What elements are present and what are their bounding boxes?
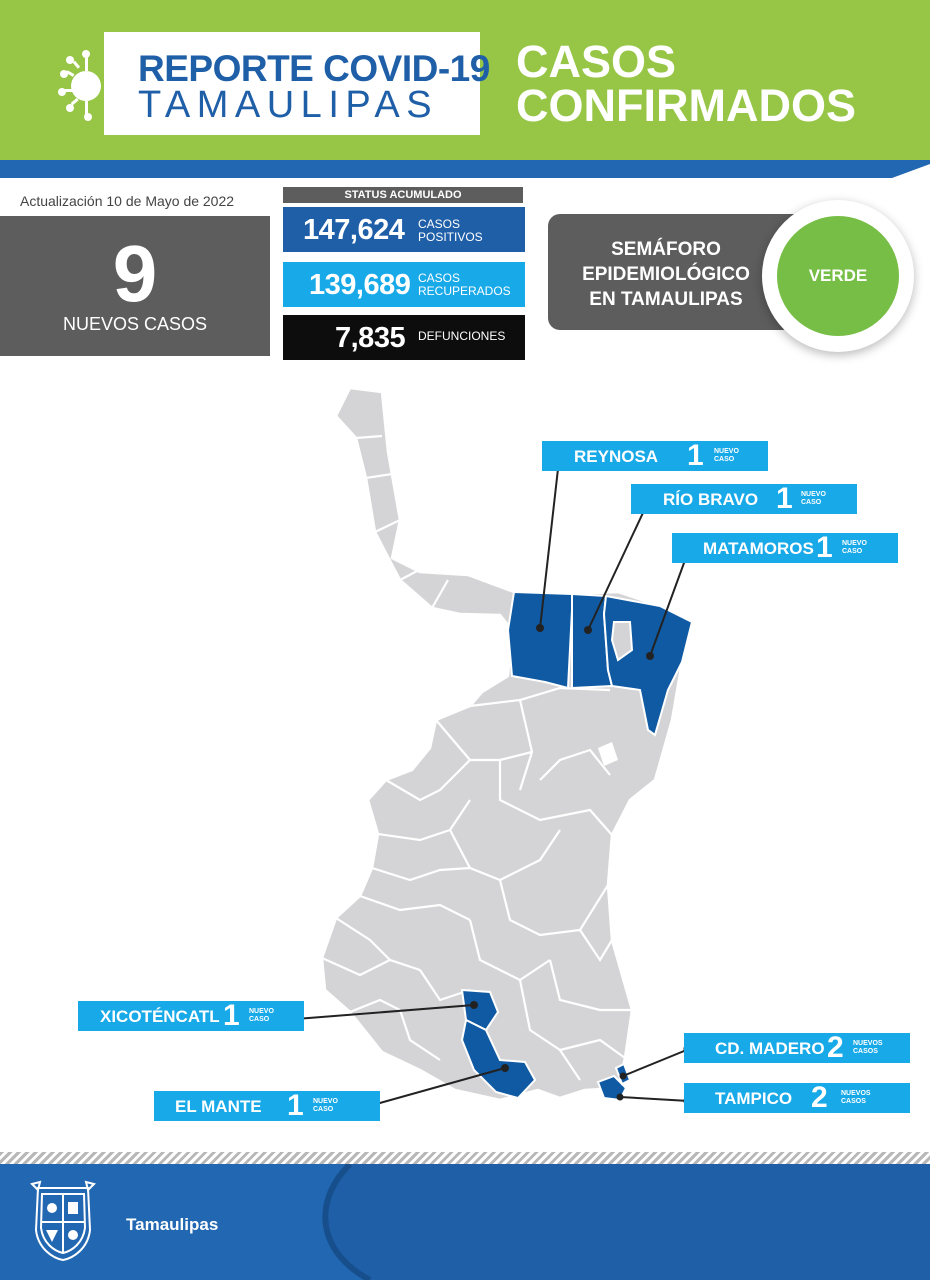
callout-count: 1 bbox=[816, 531, 833, 564]
unit-line2: CASOS bbox=[853, 1048, 878, 1055]
callout-reynosa bbox=[542, 441, 768, 471]
callout-unit bbox=[841, 1090, 871, 1106]
new-cases-panel bbox=[0, 216, 270, 356]
unit-line2: CASO bbox=[801, 499, 822, 506]
callout-unit bbox=[313, 1098, 338, 1114]
semaforo-status: VERDE bbox=[777, 216, 899, 336]
unit-line2: CASO bbox=[714, 456, 735, 463]
callout-count: 2 bbox=[811, 1081, 828, 1114]
callout-count: 1 bbox=[687, 439, 704, 472]
new-cases-count: 9 bbox=[112, 229, 158, 318]
callout-tampico bbox=[684, 1083, 910, 1113]
semaforo-line1: SEMÁFORO bbox=[611, 239, 721, 260]
positive-cases-label bbox=[418, 218, 483, 244]
callout-count: 1 bbox=[776, 482, 793, 515]
callout-unit bbox=[853, 1040, 883, 1056]
unit-line1: NUEVOS bbox=[853, 1040, 883, 1047]
unit-line1: NUEVO bbox=[714, 448, 739, 455]
callout-name: RÍO BRAVO bbox=[663, 490, 759, 509]
callout-matamoros bbox=[672, 533, 898, 563]
callout-name: CD. MADERO bbox=[715, 1039, 825, 1058]
callout-name: EL MANTE bbox=[175, 1097, 262, 1116]
callout-rio-bravo bbox=[631, 484, 857, 514]
report-subtitle: TAMAULIPAS bbox=[138, 84, 439, 126]
callout-count: 1 bbox=[287, 1089, 304, 1122]
unit-line1: NUEVOS bbox=[841, 1090, 871, 1097]
positive-label-line2: POSITIVOS bbox=[418, 230, 483, 244]
unit-line1: NUEVO bbox=[801, 491, 826, 498]
unit-line1: NUEVO bbox=[249, 1008, 274, 1015]
virus-icon bbox=[56, 44, 122, 126]
update-date-value: 10 de Mayo de 2022 bbox=[106, 193, 235, 209]
semaforo-line3: EN TAMAULIPAS bbox=[589, 289, 743, 310]
recovered-cases-row bbox=[283, 262, 525, 307]
recovered-cases-label bbox=[418, 272, 511, 298]
deaths-label: DEFUNCIONES bbox=[418, 329, 506, 343]
semaforo-indicator bbox=[762, 200, 914, 352]
callout-unit bbox=[842, 540, 867, 556]
footer-swoosh bbox=[310, 1164, 930, 1280]
positive-label-line1: CASOS bbox=[418, 217, 461, 231]
section-title-line2: CONFIRMADOS bbox=[516, 80, 856, 131]
callout-name: XICOTÉNCATL bbox=[100, 1007, 220, 1026]
callout-count: 2 bbox=[827, 1031, 844, 1064]
section-title bbox=[516, 36, 856, 131]
semaforo-title bbox=[566, 237, 766, 312]
status-header: STATUS ACUMULADO bbox=[283, 187, 523, 203]
callout-el-mante bbox=[154, 1091, 380, 1121]
deaths-count: 7,835 bbox=[335, 322, 406, 354]
footer-brand: Tamaulipas bbox=[126, 1215, 219, 1234]
callout-unit bbox=[249, 1008, 274, 1024]
callout-unit bbox=[714, 448, 739, 464]
coat-of-arms-icon bbox=[28, 1180, 98, 1262]
callout-unit bbox=[801, 491, 826, 507]
callout-name: REYNOSA bbox=[574, 447, 659, 466]
update-label: Actualización bbox=[20, 193, 103, 209]
unit-line1: NUEVO bbox=[842, 540, 867, 547]
header-stripe bbox=[0, 160, 930, 182]
deaths-row bbox=[283, 315, 525, 360]
unit-line2: CASO bbox=[249, 1016, 270, 1023]
update-date bbox=[20, 193, 234, 209]
recovered-cases-count: 139,689 bbox=[309, 269, 411, 301]
callout-cd-madero bbox=[684, 1033, 910, 1063]
callout-name: TAMPICO bbox=[715, 1089, 793, 1108]
recovered-label-line2: RECUPERADOS bbox=[418, 284, 511, 298]
unit-line2: CASO bbox=[842, 548, 863, 555]
unit-line2: CASOS bbox=[841, 1098, 866, 1105]
section-title-line1: CASOS bbox=[516, 36, 677, 87]
positive-cases-count: 147,624 bbox=[303, 214, 405, 246]
map-reynosa bbox=[508, 592, 572, 688]
callout-name: MATAMOROS bbox=[703, 539, 814, 558]
report-title: REPORTE COVID-19 bbox=[138, 48, 490, 89]
callout-xicotencatl bbox=[78, 1001, 304, 1031]
callout-count: 1 bbox=[223, 999, 240, 1032]
unit-line2: CASO bbox=[313, 1106, 334, 1113]
semaforo-line2: EPIDEMIOLÓGICO bbox=[582, 264, 750, 285]
recovered-label-line1: CASOS bbox=[418, 271, 461, 285]
positive-cases-row bbox=[283, 207, 525, 252]
unit-line1: NUEVO bbox=[313, 1098, 338, 1105]
footer-divider bbox=[0, 1152, 930, 1164]
report-title-box bbox=[104, 32, 490, 135]
new-cases-label: NUEVOS CASOS bbox=[62, 314, 208, 334]
